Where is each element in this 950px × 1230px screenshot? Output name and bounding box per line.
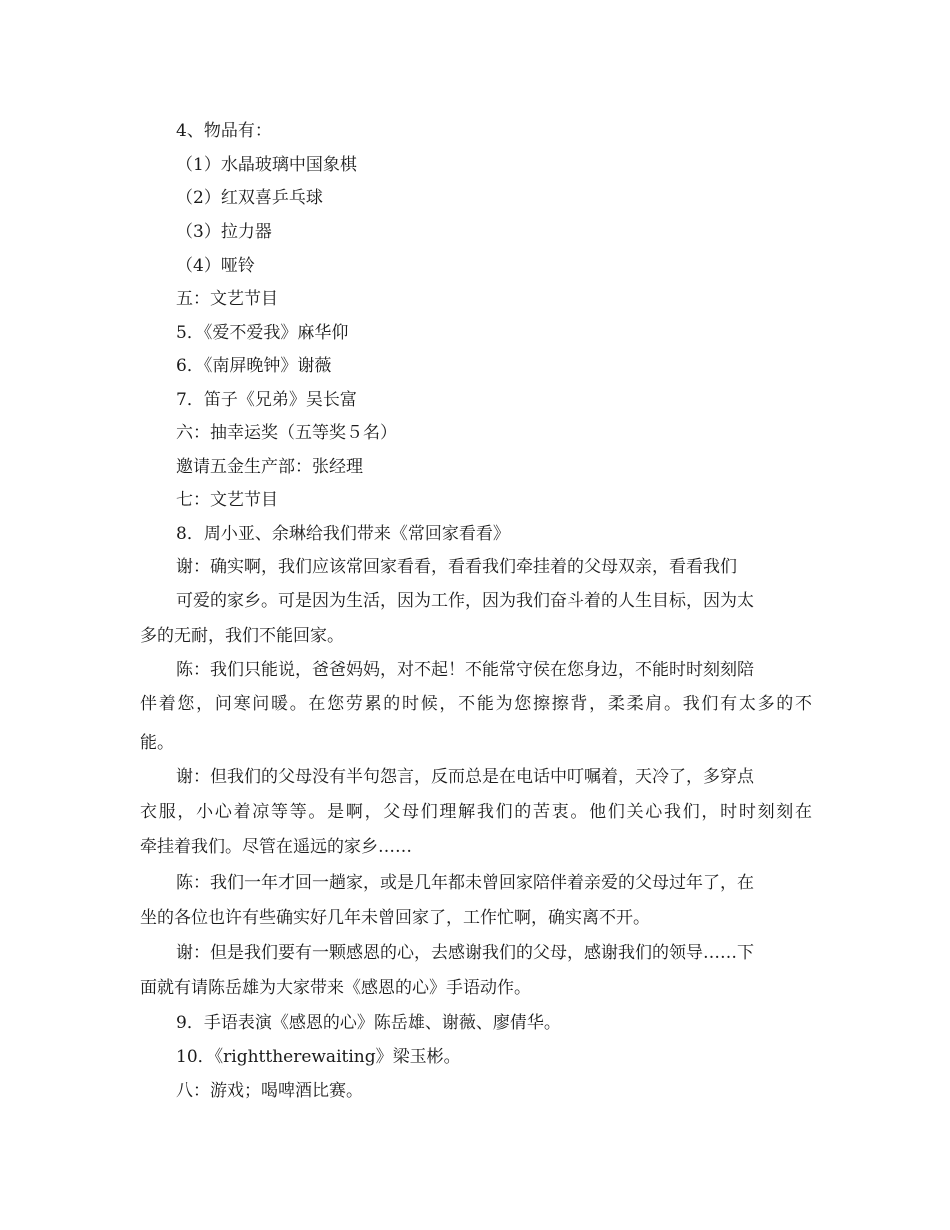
paragraph-line: 能。 (140, 733, 174, 753)
paragraph-line: 陈：我们一年才回一趟家，或是几年都未曾回家陪伴着亲爱的父母过年了，在 (176, 873, 754, 893)
paragraph-line: 牵挂着我们。尽管在遥远的家乡…… (140, 837, 412, 857)
section-heading-6: 六：抽幸运奖（五等奖５名） (176, 423, 397, 443)
program-item-9: 9．手语表演《感恩的心》陈岳雄、谢薇、廖倩华。 (176, 1013, 561, 1033)
section-heading-8: 八：游戏；喝啤酒比赛。 (176, 1081, 363, 1101)
paragraph-line: 谢：但是我们要有一颗感恩的心，去感谢我们的父母，感谢我们的领导……下 (176, 943, 754, 963)
paragraph-line: 多的无耐，我们不能回家。 (140, 626, 344, 646)
paragraph-line: 可爱的家乡。可是因为生活，因为工作，因为我们奋斗着的人生目标，因为太 (176, 591, 754, 611)
text-line-item-2: （2）红双喜乒乓球 (176, 188, 323, 208)
paragraph-line: 伴着您，问寒问暖。在您劳累的时候，不能为您擦擦背，柔柔肩。我们有太多的不 (140, 694, 812, 714)
section-heading-5: 五：文艺节目 (176, 289, 278, 309)
paragraph-line: 坐的各位也许有些确实好几年未曾回家了，工作忙啊，确实离不开。 (140, 908, 650, 928)
text-line-item-4: （4）哑铃 (176, 256, 255, 276)
text-line-item-1: （1）水晶玻璃中国象棋 (176, 155, 357, 175)
text-line-invite: 邀请五金生产部：张经理 (176, 457, 363, 477)
paragraph-line: 面就有请陈岳雄为大家带来《感恩的心》手语动作。 (140, 978, 531, 998)
paragraph-line: 谢：确实啊，我们应该常回家看看，看看我们牵挂着的父母双亲，看看我们 (176, 557, 737, 577)
paragraph-line: 谢：但我们的父母没有半句怨言，反而总是在电话中叮嘱着，天冷了，多穿点 (176, 767, 754, 787)
program-item-10: 10．《righttherewaiting》梁玉彬。 (176, 1047, 461, 1067)
program-item-7: 7．笛子《兄弟》吴长富 (176, 390, 357, 410)
paragraph-line: 衣服，小心着凉等等。是啊，父母们理解我们的苦衷。他们关心我们，时时刻刻在 (140, 802, 812, 822)
paragraph-line: 陈：我们只能说，爸爸妈妈，对不起！不能常守侯在您身边，不能时时刻刻陪 (176, 660, 754, 680)
text-line-item-3: （3）拉力器 (176, 222, 272, 242)
program-item-5: 5．《爱不爱我》麻华仰 (176, 323, 349, 343)
program-item-8: 8．周小亚、余琳给我们带来《常回家看看》 (176, 524, 510, 544)
text-line-items-heading: 4、物品有： (176, 121, 272, 141)
section-heading-7: 七：文艺节目 (176, 490, 278, 510)
program-item-6: 6．《南屏晚钟》谢薇 (176, 356, 332, 376)
